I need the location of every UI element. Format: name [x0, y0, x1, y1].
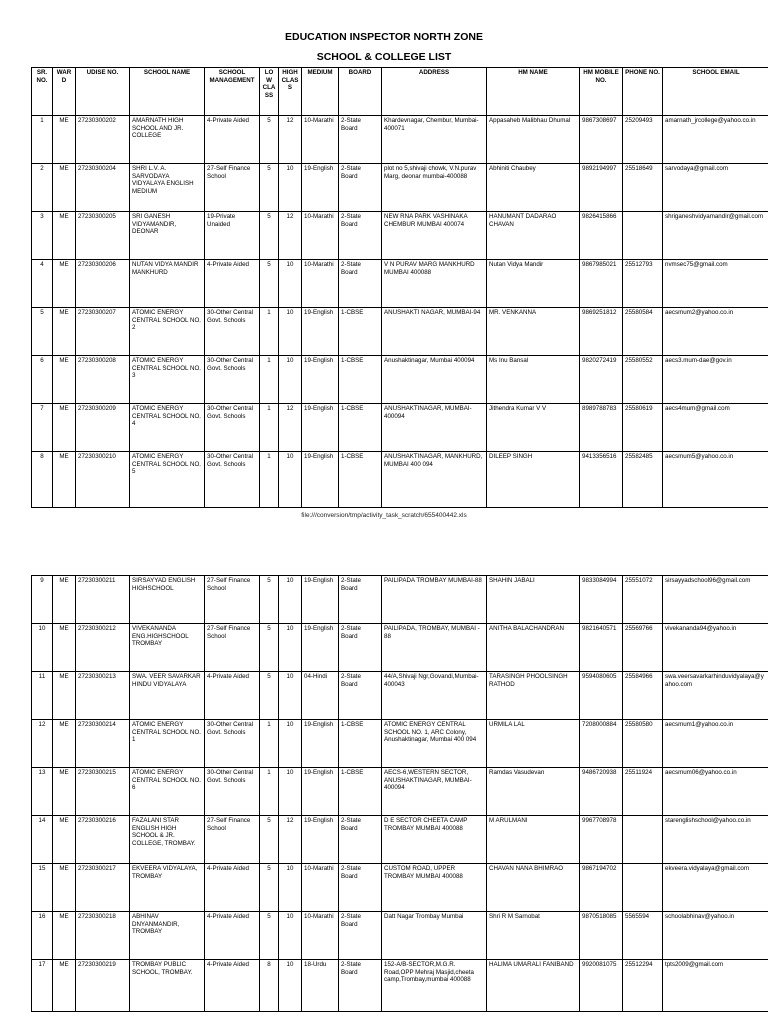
cell-hm-mobile: 9594080605: [580, 672, 623, 720]
cell-high-class: 10: [279, 720, 302, 768]
cell-hm-name: Jithendra Kumar V V: [487, 404, 580, 452]
cell-udise-no: 27230300216: [76, 816, 130, 864]
cell-hm-name: SHAHIN JABALI: [487, 576, 580, 624]
cell-hm-name: Ms Inu Bansal: [487, 356, 580, 404]
cell-sr-no: 7: [32, 404, 53, 452]
cell-school-name: SIRSAYYAD ENGLISH HIGHSCHOOL: [130, 576, 205, 624]
header-high-class: HIGH CLAS S: [279, 68, 302, 116]
cell-ward: ME: [53, 672, 76, 720]
cell-board: 2-State Board: [339, 212, 382, 260]
cell-medium: 19-English: [302, 404, 339, 452]
cell-school-name: TROMBAY PUBLIC SCHOOL, TROMBAY.: [130, 960, 205, 1012]
cell-hm-name: HANUMANT DADARAO CHAVAN: [487, 212, 580, 260]
cell-school-email: aecsmum2@yahoo.co.in: [663, 308, 768, 356]
cell-udise-no: 27230300217: [76, 864, 130, 912]
document-title: EDUCATION INSPECTOR NORTH ZONE: [285, 31, 483, 43]
cell-low-class: 1: [260, 452, 279, 508]
cell-medium: 19-English: [302, 164, 339, 212]
cell-low-class: 5: [260, 864, 279, 912]
cell-address: PAILIPADA TROMBAY MUMBAI-88: [382, 576, 487, 624]
cell-school-name: EKVEERA VIDYALAYA, TROMBAY: [130, 864, 205, 912]
cell-school-management: 4-Private Aided: [205, 260, 260, 308]
cell-hm-mobile: 9833084994: [580, 576, 623, 624]
cell-school-management: 4-Private Aided: [205, 864, 260, 912]
cell-school-name: ATOMIC ENERGY CENTRAL SCHOOL NO. 6: [130, 768, 205, 816]
cell-ward: ME: [53, 452, 76, 508]
cell-hm-name: Shri R M Sarnobat: [487, 912, 580, 960]
table-row: [32, 720, 768, 768]
cell-medium: 10-Marathi: [302, 912, 339, 960]
cell-board: 2-State Board: [339, 816, 382, 864]
cell-address: 152-A/B-SECTOR,M.G.R. Road,OPP Mehraj Masjid,cheeta camp,Trombay,mumbai 400088: [382, 960, 487, 1012]
header-phone-no: PHONE NO.: [623, 68, 663, 116]
cell-hm-mobile: 9826415866: [580, 212, 623, 260]
cell-board: 1-CBSE: [339, 308, 382, 356]
cell-low-class: 8: [260, 960, 279, 1012]
table-row: [32, 864, 768, 912]
cell-school-management: 19-Private Unaided: [205, 212, 260, 260]
cell-board: 2-State Board: [339, 260, 382, 308]
cell-medium: 19-English: [302, 356, 339, 404]
cell-hm-mobile: 9892194997: [580, 164, 623, 212]
header-school-management: SCHOOL MANAGEMENT: [205, 68, 260, 116]
cell-school-email: schoolabhinav@yahoo.in: [663, 912, 768, 960]
cell-high-class: 10: [279, 576, 302, 624]
cell-school-name: VIVEKANANDA ENG.HIGHSCHOOL TROMBAY: [130, 624, 205, 672]
cell-school-email: sarvodaya@gmail.com: [663, 164, 768, 212]
cell-board: 1-CBSE: [339, 720, 382, 768]
cell-phone-no: 5565594: [623, 912, 663, 960]
table-row: [32, 960, 768, 1012]
cell-hm-name: Abhiniti Chaubey: [487, 164, 580, 212]
cell-hm-name: ANITHA BALACHANDRAN: [487, 624, 580, 672]
cell-low-class: 5: [260, 624, 279, 672]
cell-address: Anushaktinagar, Mumbai 400094: [382, 356, 487, 404]
cell-medium: 04-Hindi: [302, 672, 339, 720]
header-school-email: SCHOOL EMAIL: [663, 68, 768, 116]
cell-phone-no: 25580552: [623, 356, 663, 404]
cell-ward: ME: [53, 164, 76, 212]
cell-ward: ME: [53, 816, 76, 864]
header-udise-no: UDISE NO.: [76, 68, 130, 116]
cell-udise-no: 27230300213: [76, 672, 130, 720]
cell-sr-no: 10: [32, 624, 53, 672]
cell-school-management: 4-Private Aided: [205, 912, 260, 960]
cell-udise-no: 27230300215: [76, 768, 130, 816]
cell-high-class: 10: [279, 356, 302, 404]
cell-school-email: swa.veersavarkarhinduvidyalaya@yahoo.com: [663, 672, 768, 720]
table-row: [32, 672, 768, 720]
cell-hm-name: M ARULMANI: [487, 816, 580, 864]
cell-medium: 10-Marathi: [302, 864, 339, 912]
cell-udise-no: 27230300219: [76, 960, 130, 1012]
cell-ward: ME: [53, 356, 76, 404]
cell-low-class: 5: [260, 212, 279, 260]
cell-school-email: aecs3.mum-dae@gov.in: [663, 356, 768, 404]
cell-address: D E SECTOR CHEETA CAMP TROMBAY MUMBAI 400088: [382, 816, 487, 864]
cell-hm-name: MR. VENKANNA: [487, 308, 580, 356]
cell-board: 2-State Board: [339, 116, 382, 164]
cell-school-email: shriganeshvidyamandir@gmail.com: [663, 212, 768, 260]
cell-low-class: 1: [260, 404, 279, 452]
cell-school-management: 30-Other Central Govt. Schools: [205, 768, 260, 816]
cell-udise-no: 27230300202: [76, 116, 130, 164]
cell-udise-no: 27230300214: [76, 720, 130, 768]
table-row: [32, 404, 768, 452]
cell-sr-no: 13: [32, 768, 53, 816]
header-sr-no: SR. NO.: [32, 68, 53, 116]
header-low-class: LO W CLA SS: [260, 68, 279, 116]
cell-board: 2-State Board: [339, 960, 382, 1012]
cell-address: PAILIPADA, TROMBAY, MUMBAI - 88: [382, 624, 487, 672]
cell-high-class: 10: [279, 864, 302, 912]
cell-high-class: 10: [279, 164, 302, 212]
cell-hm-mobile: 9867308697: [580, 116, 623, 164]
cell-board: 2-State Board: [339, 576, 382, 624]
cell-phone-no: 25580584: [623, 308, 663, 356]
table-row: [32, 624, 768, 672]
table-row: [32, 576, 768, 624]
cell-hm-mobile: 9867194702: [580, 864, 623, 912]
cell-udise-no: 27230300210: [76, 452, 130, 508]
cell-school-email: aecsmum1@yahoo.co.in: [663, 720, 768, 768]
cell-ward: ME: [53, 912, 76, 960]
document-subtitle: SCHOOL & COLLEGE LIST: [316, 51, 452, 63]
cell-hm-name: DILEEP SINGH: [487, 452, 580, 508]
cell-low-class: 5: [260, 576, 279, 624]
cell-phone-no: 25209493: [623, 116, 663, 164]
cell-hm-name: CHAVAN NANA BHIMRAO: [487, 864, 580, 912]
cell-low-class: 5: [260, 260, 279, 308]
cell-sr-no: 15: [32, 864, 53, 912]
header-address: ADDRESS: [382, 68, 487, 116]
cell-hm-name: URMILA LAL: [487, 720, 580, 768]
header-ward: WAR D: [53, 68, 76, 116]
cell-school-management: 30-Other Central Govt. Schools: [205, 404, 260, 452]
cell-sr-no: 12: [32, 720, 53, 768]
cell-high-class: 10: [279, 768, 302, 816]
cell-school-management: 27-Self Finance School: [205, 164, 260, 212]
cell-address: 44/A,Shivaji Ngr,Govandi,Mumbai-400043: [382, 672, 487, 720]
cell-school-email: aecs4mum@gmail.com: [663, 404, 768, 452]
cell-low-class: 5: [260, 116, 279, 164]
cell-medium: 10-Marathi: [302, 212, 339, 260]
cell-udise-no: 27230300209: [76, 404, 130, 452]
cell-school-management: 30-Other Central Govt. Schools: [205, 452, 260, 508]
cell-hm-mobile: 9967708978: [580, 816, 623, 864]
cell-udise-no: 27230300207: [76, 308, 130, 356]
cell-low-class: 1: [260, 720, 279, 768]
cell-hm-mobile: 9413356516: [580, 452, 623, 508]
cell-udise-no: 27230300212: [76, 624, 130, 672]
cell-board: 1-CBSE: [339, 768, 382, 816]
cell-high-class: 10: [279, 960, 302, 1012]
cell-board: 1-CBSE: [339, 356, 382, 404]
cell-sr-no: 11: [32, 672, 53, 720]
table-row: [32, 260, 768, 308]
cell-ward: ME: [53, 212, 76, 260]
cell-sr-no: 14: [32, 816, 53, 864]
cell-school-management: 27-Self Finance School: [205, 624, 260, 672]
cell-phone-no: 25518649: [623, 164, 663, 212]
cell-board: 2-State Board: [339, 672, 382, 720]
cell-phone-no: 25511924: [623, 768, 663, 816]
cell-low-class: 5: [260, 912, 279, 960]
cell-low-class: 1: [260, 308, 279, 356]
cell-board: 2-State Board: [339, 624, 382, 672]
cell-address: Khardevnagar, Chembur, Mumbai-400071: [382, 116, 487, 164]
table-row: [32, 308, 768, 356]
cell-ward: ME: [53, 260, 76, 308]
cell-school-name: ATOMIC ENERGY CENTRAL SCHOOL NO. 1: [130, 720, 205, 768]
cell-udise-no: 27230300204: [76, 164, 130, 212]
cell-phone-no: 25512294: [623, 960, 663, 1012]
cell-school-name: NUTAN VIDYA MANDIR MANKHURD: [130, 260, 205, 308]
cell-school-email: starenglishschool@yahoo.co.in: [663, 816, 768, 864]
cell-school-email: sirsayyadschool96@gmail.com: [663, 576, 768, 624]
cell-school-name: FAZALANI STAR ENGLISH HIGH SCHOOL & JR. COLLEGE, TROMBAY.: [130, 816, 205, 864]
cell-medium: 19-English: [302, 720, 339, 768]
cell-medium: 19-English: [302, 576, 339, 624]
cell-high-class: 10: [279, 624, 302, 672]
cell-hm-mobile: 9486720938: [580, 768, 623, 816]
cell-high-class: 12: [279, 404, 302, 452]
cell-ward: ME: [53, 308, 76, 356]
cell-sr-no: 6: [32, 356, 53, 404]
table-row: [32, 768, 768, 816]
cell-hm-mobile: 9869251812: [580, 308, 623, 356]
cell-school-name: SRI GANESH VIDYAMANDIR, DEONAR: [130, 212, 205, 260]
cell-low-class: 1: [260, 768, 279, 816]
cell-school-name: ATOMIC ENERGY CENTRAL SCHOOL NO. 3: [130, 356, 205, 404]
cell-school-email: aecsmum06@yahoo.co.in: [663, 768, 768, 816]
cell-school-management: 4-Private Aided: [205, 116, 260, 164]
cell-ward: ME: [53, 576, 76, 624]
cell-hm-name: Ramdas Vasudevan: [487, 768, 580, 816]
cell-high-class: 10: [279, 308, 302, 356]
cell-school-name: ATOMIC ENERGY CENTRAL SCHOOL NO. 2: [130, 308, 205, 356]
cell-school-name: ATOMIC ENERGY CENTRAL SCHOOL NO. 5: [130, 452, 205, 508]
cell-ward: ME: [53, 960, 76, 1012]
cell-ward: ME: [53, 404, 76, 452]
cell-medium: 19-English: [302, 624, 339, 672]
cell-address: V N PURAV MARG MANKHURD MUMBAI 400088: [382, 260, 487, 308]
cell-ward: ME: [53, 116, 76, 164]
cell-board: 2-State Board: [339, 864, 382, 912]
cell-phone-no: [623, 212, 663, 260]
header-hm-name: HM NAME: [487, 68, 580, 116]
cell-phone-no: 25551072: [623, 576, 663, 624]
cell-medium: 10-Marathi: [302, 260, 339, 308]
cell-medium: 19-English: [302, 452, 339, 508]
table-header-row: [32, 68, 768, 116]
cell-sr-no: 2: [32, 164, 53, 212]
header-medium: MEDIUM: [302, 68, 339, 116]
cell-hm-mobile: 8989788783: [580, 404, 623, 452]
cell-high-class: 10: [279, 912, 302, 960]
cell-hm-mobile: 9821640571: [580, 624, 623, 672]
cell-high-class: 12: [279, 116, 302, 164]
cell-phone-no: 25580580: [623, 720, 663, 768]
cell-board: 1-CBSE: [339, 404, 382, 452]
cell-school-management: 27-Self Finance School: [205, 576, 260, 624]
cell-sr-no: 16: [32, 912, 53, 960]
school-table-page-2: [31, 575, 768, 1012]
cell-school-name: ATOMIC ENERGY CENTRAL SCHOOL NO. 4: [130, 404, 205, 452]
cell-phone-no: 25582485: [623, 452, 663, 508]
table-row: [32, 164, 768, 212]
cell-hm-name: HALIMA UMARALI FANIBAND: [487, 960, 580, 1012]
cell-school-management: 30-Other Central Govt. Schools: [205, 720, 260, 768]
cell-school-email: ekveera.vidyalaya@gmail.com: [663, 864, 768, 912]
cell-school-management: 4-Private Aided: [205, 672, 260, 720]
cell-low-class: 5: [260, 672, 279, 720]
cell-hm-mobile: 9920081075: [580, 960, 623, 1012]
cell-school-name: SHRI L.V. A. SARVODAYA VIDYALAYA ENGLISH MEDIUM: [130, 164, 205, 212]
table-row: [32, 116, 768, 164]
cell-board: 2-State Board: [339, 164, 382, 212]
cell-udise-no: 27230300205: [76, 212, 130, 260]
cell-udise-no: 27230300218: [76, 912, 130, 960]
cell-address: ANUSHAKTI NAGAR, MUMBAI-94: [382, 308, 487, 356]
cell-school-name: SWA. VEER SAVARKAR HINDU VIDYALAYA: [130, 672, 205, 720]
cell-medium: 19-English: [302, 768, 339, 816]
cell-udise-no: 27230300211: [76, 576, 130, 624]
cell-medium: 10-Marathi: [302, 116, 339, 164]
cell-address: AECS-6,WESTERN SECTOR, ANUSHAKTINAGAR, MUMBAI-400094: [382, 768, 487, 816]
cell-hm-mobile: 7208000884: [580, 720, 623, 768]
cell-udise-no: 27230300206: [76, 260, 130, 308]
cell-school-management: 27-Self Finance School: [205, 816, 260, 864]
cell-school-email: nvmsec75@gmail.com: [663, 260, 768, 308]
file-path-footer: file:///conversion/tmp/activity_task_scratch/655400442.xls: [301, 512, 467, 519]
cell-hm-mobile: 9867985021: [580, 260, 623, 308]
table-row: [32, 356, 768, 404]
cell-phone-no: [623, 816, 663, 864]
header-hm-mobile: HM MOBILE NO.: [580, 68, 623, 116]
cell-ward: ME: [53, 864, 76, 912]
cell-address: CUSTOM ROAD, UPPER TROMBAY MUMBAI 400088: [382, 864, 487, 912]
cell-high-class: 12: [279, 212, 302, 260]
cell-high-class: 10: [279, 260, 302, 308]
cell-address: ANUSHAKTINAGAR, MUMBAI-400094: [382, 404, 487, 452]
table-row: [32, 452, 768, 508]
cell-sr-no: 9: [32, 576, 53, 624]
cell-sr-no: 1: [32, 116, 53, 164]
cell-address: Datt Nagar Trombay Mumbai: [382, 912, 487, 960]
cell-phone-no: 25580619: [623, 404, 663, 452]
table-row: [32, 816, 768, 864]
cell-school-email: tpts2009@gmail.com: [663, 960, 768, 1012]
cell-udise-no: 27230300208: [76, 356, 130, 404]
cell-phone-no: 25512793: [623, 260, 663, 308]
cell-ward: ME: [53, 720, 76, 768]
cell-medium: 19-English: [302, 816, 339, 864]
cell-sr-no: 3: [32, 212, 53, 260]
cell-hm-name: Nutan Vidya Mandir: [487, 260, 580, 308]
cell-address: ATOMIC ENERGY CENTRAL SCHOOL NO. 1, ARC Colony, Anushaktinagar, Mumbai 400 094: [382, 720, 487, 768]
cell-low-class: 5: [260, 164, 279, 212]
cell-sr-no: 4: [32, 260, 53, 308]
cell-sr-no: 8: [32, 452, 53, 508]
cell-school-name: ABHINAV DNYANMANDIR, TROMBAY: [130, 912, 205, 960]
header-school-name: SCHOOL NAME: [130, 68, 205, 116]
cell-low-class: 5: [260, 816, 279, 864]
cell-high-class: 10: [279, 452, 302, 508]
cell-hm-mobile: 9820272419: [580, 356, 623, 404]
cell-school-management: 30-Other Central Govt. Schools: [205, 356, 260, 404]
header-board: BOARD: [339, 68, 382, 116]
cell-school-email: vivekananda94@yahoo.in: [663, 624, 768, 672]
cell-medium: 19-English: [302, 308, 339, 356]
cell-hm-name: TARASINGH PHOOLSINGH RATHOD: [487, 672, 580, 720]
cell-ward: ME: [53, 768, 76, 816]
cell-hm-mobile: 9870518085: [580, 912, 623, 960]
cell-school-management: 30-Other Central Govt. Schools: [205, 308, 260, 356]
cell-board: 2-State Board: [339, 912, 382, 960]
cell-school-name: AMARNATH HIGH SCHOOL AND JR. COLLEGE: [130, 116, 205, 164]
cell-phone-no: 25584966: [623, 672, 663, 720]
cell-ward: ME: [53, 624, 76, 672]
cell-board: 1-CBSE: [339, 452, 382, 508]
cell-medium: 18-Urdu: [302, 960, 339, 1012]
cell-hm-name: Appasaheb Malibhau Dhumal: [487, 116, 580, 164]
school-table-page-1: [31, 67, 768, 508]
cell-school-management: 4-Private Aided: [205, 960, 260, 1012]
cell-phone-no: 25569766: [623, 624, 663, 672]
cell-address: plot no 5,shivaji chowk, V.N.purav Marg, deonar mumbai-400088: [382, 164, 487, 212]
cell-sr-no: 17: [32, 960, 53, 1012]
cell-sr-no: 5: [32, 308, 53, 356]
cell-address: NEW RNA PARK VASHINAKA CHEMBUR MUMBAI 400074: [382, 212, 487, 260]
cell-phone-no: [623, 864, 663, 912]
cell-low-class: 1: [260, 356, 279, 404]
cell-school-email: aecsmum5@yahoo.co.in: [663, 452, 768, 508]
cell-school-email: amarnath_jrcollege@yahoo.co.in: [663, 116, 768, 164]
cell-high-class: 12: [279, 816, 302, 864]
table-row: [32, 212, 768, 260]
table-row: [32, 912, 768, 960]
cell-address: ANUSHAKTINAGAR, MANKHURD, MUMBAI 400 094: [382, 452, 487, 508]
cell-high-class: 10: [279, 672, 302, 720]
